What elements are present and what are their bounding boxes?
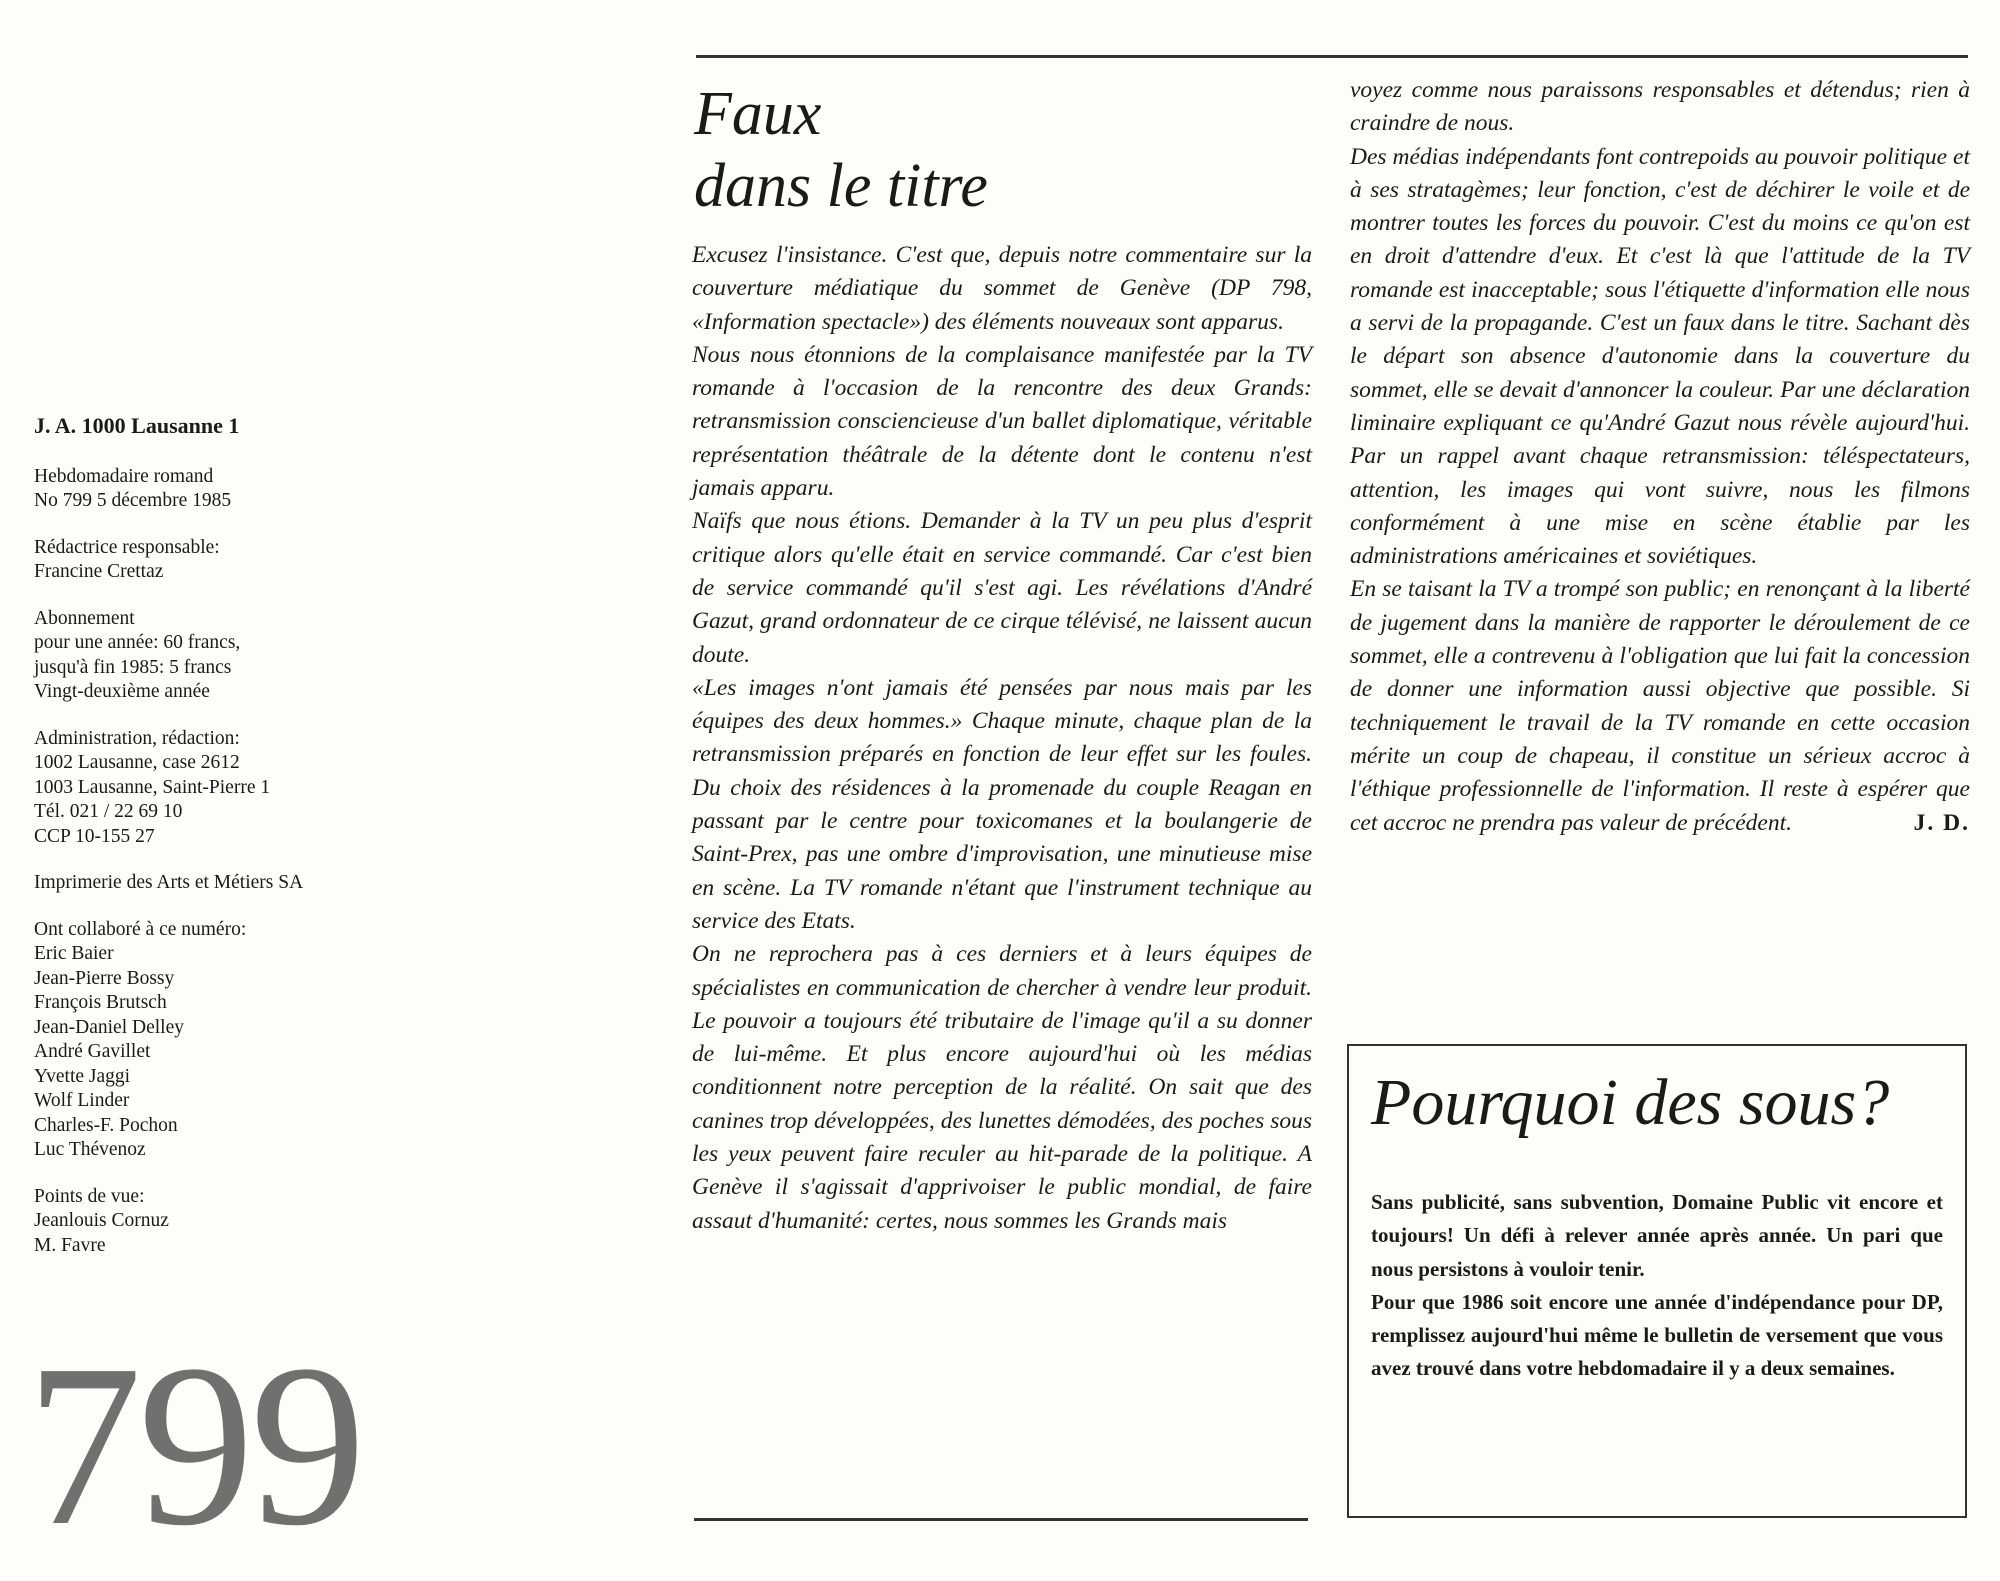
article-paragraph: Des médias indépendants font contrepoids au pouvoir politique et à ses stratagèmes; leur fonction, c'est de déchirer le voile et de montrer toutes les forces du pouvoir. C'est du moins ce qu'on est en droit d'attendre d'eux. Et c'est là que l'attitude de la TV romande est inacceptable; sous l'étiquette d'information elle nous a servi de la propagande. C'est un faux dans le titre. Sachant dès le départ son absence d'autonomie dans la couverture du sommet, elle se devait d'annoncer la couleur. Par une déclaration liminaire expliquant ce qu'André Gazut nous révèle aujourd'hui. Par un rappel avant chaque retransmission: téléspectateurs, attention, les images qui vont suivre, nous les filmons conformément à une mise en scène établie par les administrations américaines et soviétiques. <box>1350 143 1970 570</box>
viewpoint-author: Jeanlouis Cornuz <box>34 1210 169 1231</box>
viewpoint-author: M. Favre <box>34 1234 106 1256</box>
printer-info <box>34 871 394 896</box>
issue-number: 799 <box>26 1317 362 1574</box>
info-line: Imprimerie des Arts et Métiers SA <box>34 872 304 893</box>
article-paragraph: «Les images n'ont jamais été pensées par nous mais par les équipes des deux hommes.» Chaque minute, chaque plan de la retransmission préparés en fonction de leur effet sur les foules. Du choix des résidences à la promenade du couple Reagan en passant par le centre pour toxicomanes et la boulangerie de Saint-Prex, pas une ombre d'improvisation, une minutieuse mise en scène. La TV romande n'étant que l'instrument technique au service des Etats. <box>692 674 1312 934</box>
info-line: 1003 Lausanne, Saint-Pierre 1 <box>34 776 271 798</box>
article-paragraph: voyez comme nous paraissons responsables et détendus; rien à craindre de nous. <box>1350 77 1970 137</box>
top-rule <box>696 55 1968 58</box>
info-line: Hebdomadaire romand <box>34 465 214 487</box>
info-line: CCP 10-155 27 <box>34 825 155 847</box>
box-title: Pourquoi des sous? <box>1371 1066 1890 1139</box>
article-paragraph <box>1350 573 1970 839</box>
fundraising-box <box>1347 1044 1967 1518</box>
collaborator-name: Wolf Linder <box>34 1090 130 1111</box>
article-column-1 <box>692 239 1312 1238</box>
info-line: Rédactrice responsable: <box>34 536 220 558</box>
collaborator-name: Yvette Jaggi <box>34 1065 131 1087</box>
article-paragraph: Excusez l'insistance. C'est que, depuis notre commentaire sur la couverture médiatique du sommet de Genève (DP 798, «Information spectacle») des éléments nouveaux sont apparus. <box>692 242 1312 335</box>
box-paragraph: Pour que 1986 soit encore une année d'indépendance pour DP, remplissez aujourd'hui même le bulletin de versement que vous avez trouvé dans votre hebdomadaire il y a deux semaines. <box>1371 1289 1943 1381</box>
publication-info <box>34 465 394 514</box>
collaborator-name: Eric Baier <box>34 943 114 964</box>
info-line: Francine Crettaz <box>34 561 164 582</box>
bottom-rule <box>694 1518 1308 1521</box>
article-paragraph: On ne reprochera pas à ces derniers et à leurs équipes de spécialistes en communication de chercher à vendre leur produit. Le pouvoir a toujours été tributaire de l'image qu'il a su donner de lui-même. Et plus encore aujourd'hui où les médias conditionnent notre perception de la réalité. On sait que des canines trop développées, des lunettes démodées, des poches sous les yeux peuvent faire reculer au hit-parade de la politique. A Genève il s'agissait d'apprivoiser le public mondial, de faire assaut d'humanité: certes, nous sommes les Grands mais <box>692 941 1312 1234</box>
collaborator-name: François Brutsch <box>34 992 167 1013</box>
article-column-2 <box>1350 74 1970 840</box>
article-paragraph-text: En se taisant la TV a trompé son public; en renonçant à la liberté de jugement dans la manière de rapporter le déroulement de ce sommet, elle a contrevenu à l'obligation que lui fait la concession de donner une information aussi objective que possible. Si techniquement le travail de la TV romande en cette occasion mérite un coup de chapeau, il constitue un sérieux accroc à l'éthique professionnelle de l'information. Il reste à espérer que cet accroc ne prendra pas valeur de précédent. <box>1350 576 1970 836</box>
issue-date-line: No 799 5 décembre 1985 <box>34 490 232 511</box>
collaborator-name: André Gavillet <box>34 1041 151 1062</box>
info-line: Abonnement <box>34 607 135 629</box>
info-line: Administration, rédaction: <box>34 727 240 749</box>
article-headline <box>694 78 1314 222</box>
headline-line: Faux <box>694 80 822 148</box>
info-line: jusqu'à fin 1985: 5 francs <box>34 656 232 678</box>
subscription-info <box>34 607 394 705</box>
info-line: Tél. 021 / 22 69 10 <box>34 801 183 822</box>
collaborators-list <box>34 918 394 1163</box>
masthead-info <box>34 414 394 1280</box>
article-paragraph: Nous nous étonnions de la complaisance manifestée par la TV romande à l'occasion de la rencontre des deux Grands: retransmission consciencieuse d'un ballet diplomatique, véritable représentation théâtrale de la détente dont le contenu n'est jamais apparu. <box>692 341 1312 502</box>
collaborator-name: Jean-Pierre Bossy <box>34 967 175 989</box>
info-line: Vingt-deuxième année <box>34 681 210 702</box>
collaborator-name: Jean-Daniel Delley <box>34 1016 184 1038</box>
editor-info <box>34 536 394 585</box>
box-paragraph: Sans publicité, sans subvention, Domaine Public vit encore et toujours! Un défi à relever année après année. Un pari que nous persistons à vouloir tenir. <box>1371 1190 1943 1281</box>
collaborator-name: Charles-F. Pochon <box>34 1114 178 1136</box>
viewpoints-list <box>34 1185 394 1259</box>
author-signature: J. D. <box>1913 809 1970 836</box>
info-line: pour une année: 60 francs, <box>34 632 241 653</box>
box-body <box>1371 1186 1943 1386</box>
viewpoints-label: Points de vue: <box>34 1185 145 1207</box>
collaborators-label: Ont collaboré à ce numéro: <box>34 918 247 940</box>
postal-line: J. A. 1000 Lausanne 1 <box>34 413 240 438</box>
collaborator-name: Luc Thévenoz <box>34 1139 146 1160</box>
administration-info <box>34 727 394 850</box>
article-paragraph: Naïfs que nous étions. Demander à la TV un peu plus d'esprit critique alors qu'elle était en service commandé. Car c'est bien de service commandé qu'il s'est agi. Les révélations d'André Gazut, grand ordonnateur de ce cirque télévisé, ne laissent aucun doute. <box>692 508 1312 668</box>
info-line: 1002 Lausanne, case 2612 <box>34 752 240 773</box>
headline-line: dans le titre <box>694 152 988 220</box>
